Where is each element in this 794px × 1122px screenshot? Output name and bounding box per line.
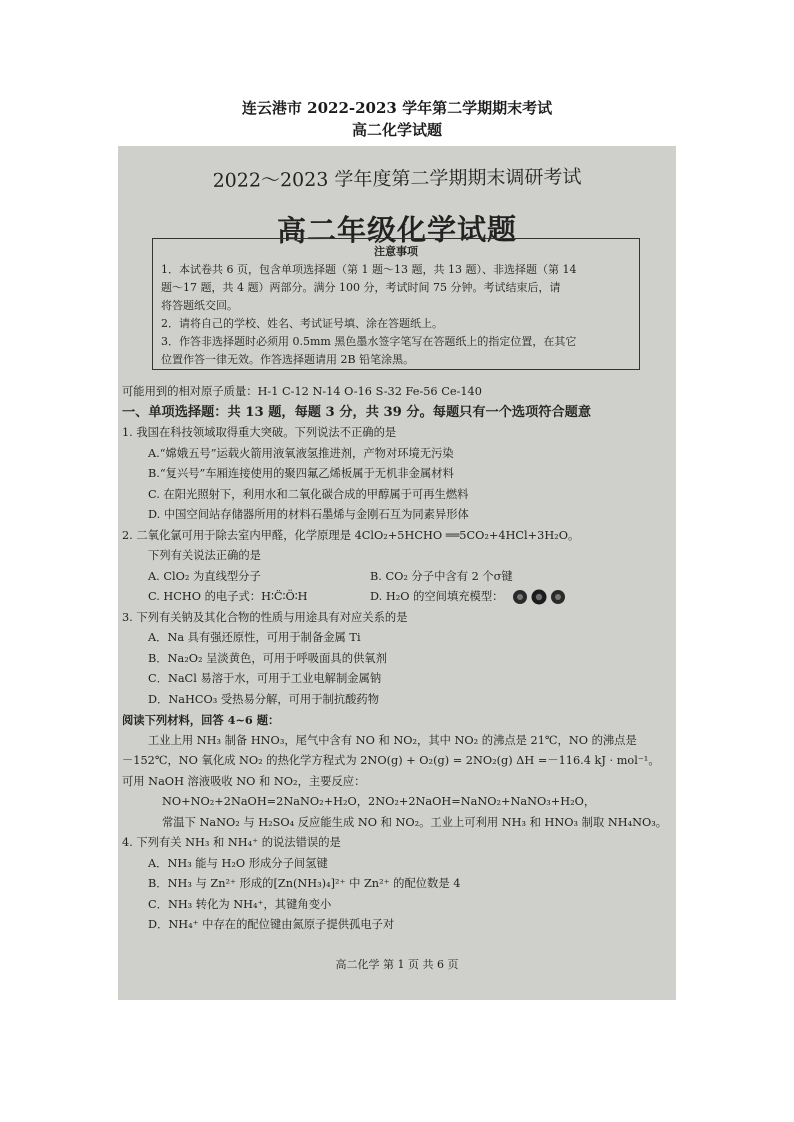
option-a: A.“嫦娥五号”运载火箭用液氧液氢推进剂，产物对环境无污染: [148, 446, 454, 460]
reading-equation: NO+NO₂+2NaOH=2NaNO₂+H₂O，2NO₂+2NaOH=NaNO₂+NaNO₃+H₂O，: [162, 795, 596, 808]
exam-body: [122, 382, 672, 936]
option-c: C. 在阳光照射下，利用水和二氧化碳合成的甲醇属于可再生燃料: [148, 487, 469, 501]
option-c: C．NaCl 易溶于水，可用于工业电解制金属钠: [148, 672, 382, 685]
reading-text: －152℃，NO 氧化成 NO₂ 的热化学方程式为 2NO(g) + O₂(g) = 2NO₂(g) ΔH =－116.4 kJ · mol⁻¹。: [122, 754, 660, 767]
notice-title: 注意事项: [374, 245, 418, 258]
question-stem: 4. 下列有关 NH₃ 和 NH₄⁺ 的说法错误的是: [122, 836, 341, 849]
option-a: A．NH₃ 能与 H₂O 形成分子间氢键: [148, 856, 328, 870]
option-d: D. 中国空间站存储器所用的材料石墨烯与金刚石互为同素异形体: [148, 508, 469, 521]
option-d: D．NaHCO₃ 受热易分解，可用于制抗酸药物: [148, 692, 380, 706]
option-b: B.“复兴号”车厢连接使用的聚四氟乙烯板属于无机非金属材料: [148, 467, 454, 480]
water-space-filling-model-icon: [511, 589, 567, 605]
option-d: D. H₂O 的空间填充模型：: [370, 590, 504, 603]
reading-text: 工业上用 NH₃ 制备 HNO₃，尾气中含有 NO 和 NO₂，其中 NO₂ 的沸点是 21℃，NO 的沸点是: [148, 733, 637, 747]
document-title: 连云港市 2022-2023 学年第二学期期末考试: [241, 99, 553, 117]
option-d: D．NH₄⁺ 中存在的配位键由氮原子提供孤电子对: [148, 918, 395, 931]
options-row: [122, 587, 672, 608]
option-d-wrap: [370, 587, 567, 608]
section-heading: 一、单项选择题：共 13 题，每题 3 分，共 39 分。每题只有一个选项符合题意: [122, 404, 592, 420]
atomic-masses: 可能用到的相对原子质量：H-1 C-12 N-14 O-16 S-32 Fe-56 Ce-140: [122, 385, 482, 398]
exam-title: 高二年级化学试题: [276, 212, 518, 248]
option-c: C. HCHO 的电子式：H∶C̈∶Ö∶H: [148, 590, 308, 603]
question-stem: 3. 下列有关钠及其化合物的性质与用途具有对应关系的是: [122, 610, 408, 624]
option-a: A. ClO₂ 为直线型分子: [148, 569, 261, 583]
option-c: C．NH₃ 转化为 NH₄⁺，其键角变小: [148, 897, 332, 911]
page-footer: 高二化学 第 1 页 共 6 页: [335, 958, 459, 971]
option-a: A．Na 具有强还原性，可用于制备金属 Ti: [148, 631, 361, 644]
reading-text: 可用 NaOH 溶液吸收 NO 和 NO₂，主要反应：: [122, 774, 366, 788]
question-stem: 1. 我国在科技领域取得重大突破。下列说法不正确的是: [122, 426, 397, 439]
document-subtitle: 高二化学试题: [351, 121, 442, 139]
notice-item: 3．作答非选择题时必须用 0.5mm 黑色墨水签字笔写在答题纸上的指定位置，在其它 位置作答一律无效。作答选择题请用 2B 铅笔涂黑。: [161, 335, 577, 366]
option-b: B. CO₂ 分子中含有 2 个σ键: [370, 569, 513, 583]
option-b: B．NH₃ 与 Zn²⁺ 形成的[Zn(NH₃)₄]²⁺ 中 Zn²⁺ 的配位数是 4: [148, 877, 461, 890]
notice-item: 1．本试卷共 6 页，包含单项选择题（第 1 题～13 题，共 13 题）、非选择题（第 14 题～17 题，共 4 题）两部分。满分 100 分，考试时间 75 分钟。考试结束后，请 将答题纸交回。: [161, 263, 577, 312]
reading-text: 常温下 NaNO₂ 与 H₂SO₄ 反应能生成 NO 和 NO₂。工业上可利用 NH₃ 和 HNO₃ 制取 NH₄NO₃。: [162, 815, 668, 829]
question-stem: 2. 二氧化氯可用于除去室内甲醛，化学原理是 4ClO₂+5HCHO ══5CO₂+4HCl+3H₂O。: [122, 528, 580, 542]
option-b: B．Na₂O₂ 呈淡黄色，可用于呼吸面具的供氧剂: [148, 651, 387, 665]
question-substem: 下列有关说法正确的是: [148, 549, 261, 562]
reading-prompt: 阅读下列材料，回答 4~6 题：: [122, 713, 280, 727]
options-row: [122, 567, 672, 588]
exam-paper-photo: [118, 146, 676, 1000]
exam-subtitle: 2022～2023 学年度第二学期期末调研考试: [212, 166, 582, 192]
notice-item: 2．请将自己的学校、姓名、考试证号填、涂在答题纸上。: [161, 317, 443, 330]
notice-box: [152, 238, 640, 370]
